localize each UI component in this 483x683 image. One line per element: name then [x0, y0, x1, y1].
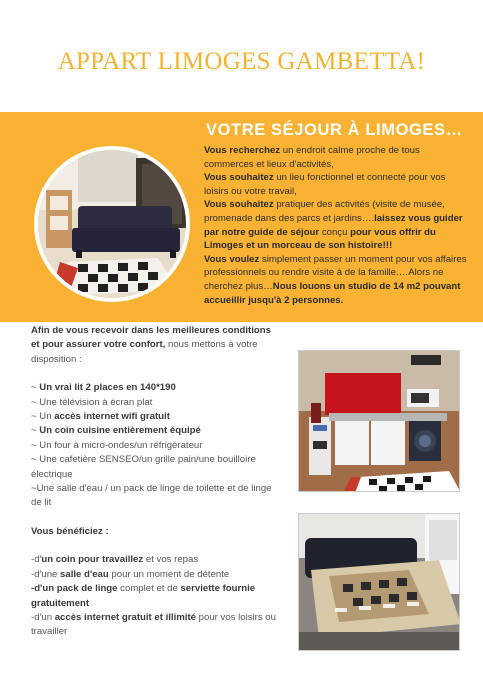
amenity-item: ~ Un coin cuisine entièrement équipé	[31, 425, 201, 437]
benefit-item: -d'un coin pour travaillez et vos repas	[31, 554, 199, 566]
intro-text: Vous recherchez un endroit calme proche de tous commerces et lieux d'activités, Vous souhaitez un lieu fonctionnel et connecté pour vos loisirs ou votre travail, Vous souhaitez pratiquer des activités (visite de musée, promenade dans des parcs et jardins….laissez vous guider par notre guide de séjour conçu pour vous offrir du Limoges et un morceau de son histoire!!! Vous voulez simplement passer un moment pour vos affaires professionnels ou rendre visite à de la famille.…Alors ne cherchez plus…Nous louons un studio de 14 m2 pouvant accueillir jusqu'à 2 personnes.	[204, 145, 467, 306]
living-room-illustration	[38, 150, 186, 298]
amenity-item: ~ Un four à micro-ondes/un réfrigérateur	[31, 439, 203, 451]
benefits-heading: Vous bénéficiez :	[31, 525, 109, 537]
kitchen-illustration	[299, 351, 460, 492]
amenity-item: ~ Une cafetière SENSEO/un grille pain/une bouilloire électrique	[31, 454, 256, 480]
amenity-item: ~ Un accès internet wifi gratuit	[31, 411, 170, 423]
intro-heading: VOTRE SÉJOUR À LIMOGES…	[206, 121, 463, 139]
amenity-item: ~ Un vrai lit 2 places en 140*190	[31, 382, 176, 394]
offer-section	[31, 324, 276, 640]
bedroom-illustration	[299, 514, 460, 651]
living-room-photo	[34, 146, 190, 302]
offer-lead: Afin de vous recevoir dans les meilleures conditions et pour assurer votre confort, nous mettons à votre disposition :	[31, 325, 271, 365]
benefit-item: -d'un pack de linge complet et de serviette fournie gratuitement	[31, 583, 256, 609]
amenity-item: ~ Une télévision à écran plat	[31, 396, 153, 408]
bedroom-photo	[298, 513, 460, 651]
benefit-item: -d'un accès internet gratuit et illimité pour vos loisirs ou travailler	[31, 611, 276, 638]
kitchen-photo	[298, 350, 460, 492]
amenity-item: ~Une salle d'eau / un pack de linge de toilette et de linge de lit	[31, 483, 272, 509]
benefit-item: -d'une salle d'eau pour un moment de détente	[31, 568, 230, 580]
page-title: APPART LIMOGES GAMBETTA!	[57, 48, 426, 75]
